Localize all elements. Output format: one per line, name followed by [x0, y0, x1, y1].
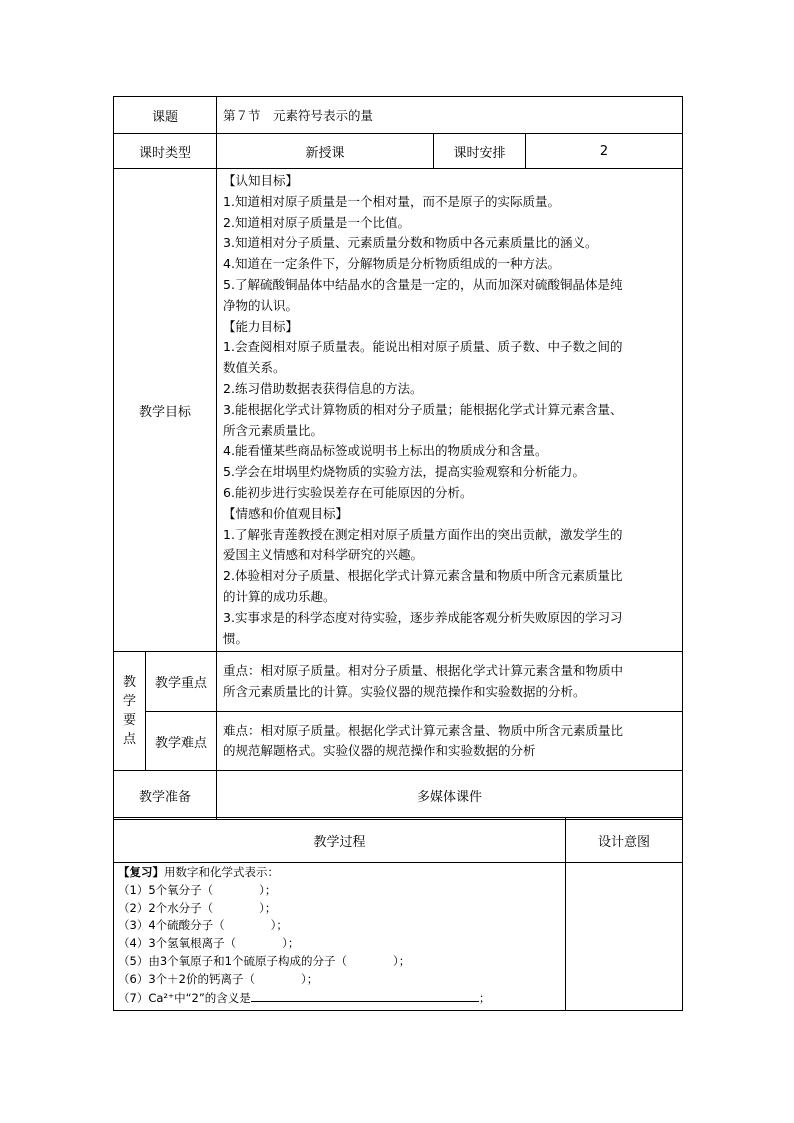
review-content [114, 863, 566, 1011]
objective-line: 2.练习借助数据表获得信息的方法。 [223, 380, 423, 396]
objective-line: 3.能根据化学式计算物质的相对分子质量；能根据化学式计算元素含量、 [223, 401, 623, 417]
teaching-process-table [113, 817, 683, 1011]
lesson-info-table [113, 96, 683, 820]
topic-label: 课题 [114, 97, 217, 134]
class-type-label: 课时类型 [114, 134, 217, 169]
review-item: （4）3个氢氧根离子（ ）； [118, 936, 300, 951]
last-item-prefix: （7）Ca²⁺中“2”的含义是 [118, 990, 251, 1005]
schedule-value: 2 [526, 134, 683, 169]
difficulty-content [217, 712, 683, 771]
review-item: （3）4个硫酸分子（ ）； [118, 918, 288, 933]
objectives-label: 教学目标 [114, 169, 217, 652]
difficulty-line: 难点：相对原子质量。根据化学式计算元素含量、物质中所含元素质量比 [223, 722, 624, 738]
focus-label: 教学重点 [146, 652, 217, 712]
key-points-group-label [114, 652, 146, 771]
focus-line: 所含元素质量比的计算。实验仪器的规范操作和实验数据的分析。 [223, 683, 586, 699]
key-points-char: 要 [122, 713, 136, 729]
preparation-value: 多媒体课件 [217, 771, 683, 820]
objective-line: 3.知道相对分子质量、元素质量分数和物质中各元素质量比的涵义。 [223, 235, 598, 251]
objective-line: 5.学会在坩埚里灼烧物质的实验方法，提高实验观察和分析能力。 [223, 464, 585, 480]
difficulty-label: 教学难点 [146, 712, 217, 771]
review-item-last [118, 989, 563, 1008]
objective-line: 2.体验相对分子质量、根据化学式计算元素含量和物质中所含元素质量比 [223, 568, 623, 584]
objective-line: 爱国主义情感和对科学研究的兴趣。 [223, 547, 424, 563]
objective-line: 5.了解硫酸铜晶体中结晶水的含量是一定的，从而加深对硫酸铜晶体是纯 [223, 276, 623, 292]
focus-line: 重点：相对原子质量。相对分子质量、根据化学式计算元素含量和物质中 [223, 663, 624, 679]
objective-lines [223, 171, 678, 649]
objective-section-heading: 【能力目标】 [223, 318, 299, 334]
class-type-value: 新授课 [217, 134, 434, 169]
objective-line: 所含元素质量比。 [223, 422, 324, 438]
objective-line: 1.了解张青莲教授在测定相对原子质量方面作出的突出贡献，激发学生的 [223, 526, 623, 542]
focus-content [217, 652, 683, 712]
objectives-content [217, 169, 683, 652]
objective-line: 1.会查阅相对原子质量表。能说出相对原子质量、质子数、中子数之间的 [223, 339, 623, 355]
last-item-suffix: ； [478, 990, 491, 1005]
key-points-char: 学 [122, 694, 136, 710]
topic-value: 第７节 元素符号表示的量 [217, 97, 683, 134]
objective-line: 4.能看懂某些商品标签或说明书上标出的物质成分和含量。 [223, 443, 548, 459]
objective-line: 4.知道在一定条件下，分解物质是分析物质组成的一种方法。 [223, 256, 560, 272]
key-points-char: 教 [122, 675, 136, 691]
review-item: （6）3个＋2价的钙离子（ ）； [118, 971, 319, 986]
objective-section-heading: 【认知目标】 [223, 173, 299, 188]
intent-header: 设计意图 [566, 818, 683, 863]
review-title: 【复习】 [118, 865, 164, 879]
review-item: （5）由3个氧原子和1个硫原子构成的分子（ ）； [118, 953, 411, 968]
objective-line: 1.知道相对原子质量是一个相对量，而不是原子的实际质量。 [223, 193, 560, 209]
objective-line: 6.能初步进行实验误差存在可能原因的分析。 [223, 484, 473, 500]
process-header: 教学过程 [114, 818, 566, 863]
review-item: （1）5个氧分子（ ）； [118, 882, 277, 897]
objective-line: 惯。 [223, 630, 249, 646]
objective-line: 数值关系。 [223, 360, 286, 376]
difficulty-line: 的规范解题格式。实验仪器的规范操作和实验数据的分析 [223, 743, 536, 759]
preparation-label: 教学准备 [114, 771, 217, 820]
review-heading-line [118, 864, 563, 882]
key-points-char: 点 [122, 732, 136, 748]
intent-content [566, 863, 683, 1011]
schedule-label: 课时安排 [434, 134, 526, 169]
objective-line: 3.实事求是的科学态度对待实验，逐步养成能客观分析失败原因的学习习 [223, 609, 623, 625]
answer-blank [251, 989, 479, 1002]
objective-line: 净物的认识。 [223, 297, 299, 313]
objective-line: 的计算的成功乐趣。 [223, 588, 336, 604]
review-intro: 用数字和化学式表示： [164, 865, 279, 879]
objective-line: 2.知道相对原子质量是一个比值。 [223, 214, 410, 230]
review-item: （2）2个水分子（ ）； [118, 900, 277, 915]
objective-section-heading: 【情感和价值观目标】 [223, 505, 349, 521]
